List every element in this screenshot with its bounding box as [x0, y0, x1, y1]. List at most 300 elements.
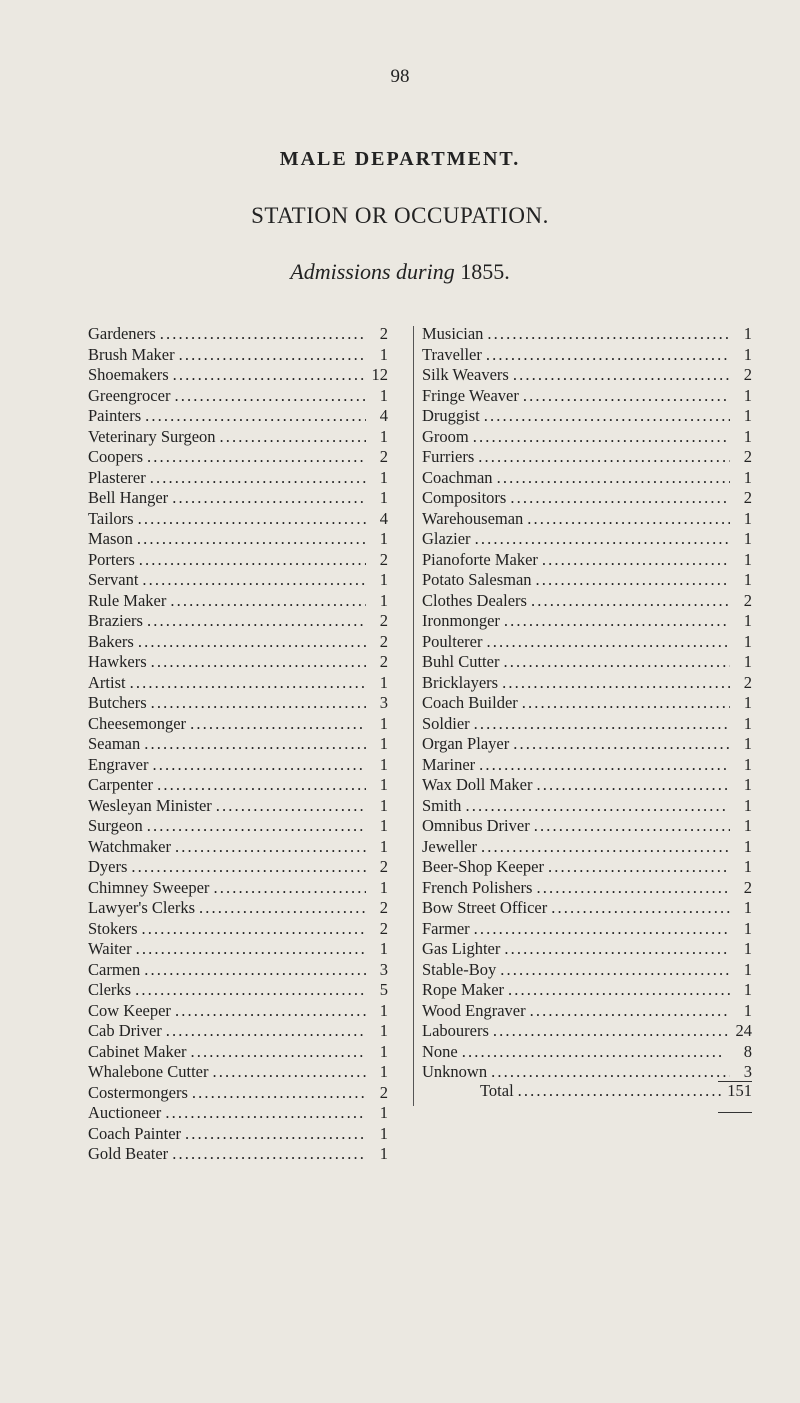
- page-number: 98: [390, 66, 410, 87]
- occupation-row: [422, 898, 752, 919]
- occupation-count: 2: [743, 672, 752, 692]
- occupation-count: 2: [379, 447, 388, 466]
- leader-dots: [147, 816, 366, 837]
- leader-dots: [491, 1062, 730, 1083]
- occupation-name: Dyers: [88, 857, 128, 876]
- occupation-row: [88, 1062, 388, 1083]
- occupation-count: 1: [743, 652, 752, 671]
- leader-dots: [536, 570, 730, 591]
- leader-dots: [513, 734, 730, 755]
- occupation-row: [422, 345, 752, 366]
- occupation-name: Gas Lighter: [422, 939, 501, 958]
- column-divider: [413, 326, 414, 1106]
- occupation-count: 8: [743, 1041, 752, 1061]
- occupation-name: Beer-Shop Keeper: [422, 857, 544, 876]
- occupation-name: Tailors: [88, 508, 134, 528]
- occupation-count: 2: [743, 488, 752, 507]
- occupation-count: 1: [379, 775, 388, 794]
- occupation-row: [422, 734, 752, 755]
- occupation-count: 2: [379, 918, 388, 938]
- occupation-name: Bell Hanger: [88, 488, 169, 507]
- occupation-name: Coach Builder: [422, 693, 518, 712]
- occupation-name: Surgeon: [88, 816, 143, 835]
- occupation-row: [88, 919, 388, 940]
- occupation-name: Artist: [88, 672, 126, 692]
- leader-dots: [462, 1042, 730, 1063]
- leader-dots: [486, 345, 730, 366]
- leader-dots: [147, 611, 366, 632]
- occupation-row: [88, 1021, 388, 1042]
- occupation-name: Chimney Sweeper: [88, 877, 210, 897]
- occupation-count: 1: [743, 529, 752, 548]
- leader-dots: [142, 570, 366, 591]
- leader-dots: [139, 550, 366, 571]
- leader-dots: [530, 1001, 730, 1022]
- occupation-row: [422, 693, 752, 714]
- occupation-row: [422, 550, 752, 571]
- occupation-count: 1: [743, 324, 752, 343]
- leader-dots: [503, 652, 730, 673]
- leader-dots: [144, 960, 366, 981]
- leader-dots: [160, 324, 366, 345]
- leader-dots: [527, 509, 730, 530]
- occupation-name: Brush Maker: [88, 344, 175, 364]
- occupation-name: Butchers: [88, 693, 147, 712]
- occupation-count: 1: [743, 508, 752, 528]
- occupation-row: [422, 857, 752, 878]
- occupation-name: Coopers: [88, 447, 143, 466]
- occupation-name: Bow Street Officer: [422, 898, 548, 917]
- occupation-count: 1: [379, 426, 388, 446]
- occupation-name: Fringe Weaver: [422, 385, 519, 405]
- leader-dots: [220, 427, 366, 448]
- occupation-name: Shoemakers: [88, 365, 169, 384]
- occupation-row: [422, 529, 752, 550]
- occupation-count: 1: [379, 1062, 388, 1081]
- occupation-count: 1: [743, 1000, 752, 1020]
- occupation-name: Bakers: [88, 631, 134, 651]
- occupation-row: [88, 796, 388, 817]
- occupation-count: 1: [379, 344, 388, 364]
- occupation-count: 1: [743, 795, 752, 815]
- leader-dots: [513, 365, 730, 386]
- occupation-count: 1: [379, 467, 388, 487]
- occupation-name: Furriers: [422, 447, 475, 466]
- occupation-row: [422, 775, 752, 796]
- occupation-row: [88, 632, 388, 653]
- occupation-count: 12: [371, 365, 388, 384]
- occupation-count: 1: [743, 816, 752, 835]
- occupation-row: [88, 447, 388, 468]
- occupation-name: Veterinary Surgeon: [88, 426, 216, 446]
- occupation-row: [88, 980, 388, 1001]
- occupation-name: Wax Doll Maker: [422, 775, 533, 794]
- occupation-count: 1: [379, 734, 388, 753]
- occupation-name: Ironmonger: [422, 611, 500, 630]
- leader-dots: [478, 447, 730, 468]
- occupation-name: Plasterer: [88, 467, 146, 487]
- occupation-count: 1: [379, 816, 388, 835]
- occupation-count: 1: [379, 1000, 388, 1020]
- occupation-name: Seaman: [88, 734, 141, 753]
- occupation-count: 1: [379, 713, 388, 733]
- occupation-count: 2: [743, 590, 752, 610]
- leader-dots: [213, 1062, 367, 1083]
- occupation-name: Groom: [422, 426, 469, 446]
- caption-italic: Admissions during: [290, 259, 455, 284]
- leader-dots: [151, 652, 366, 673]
- occupation-row: [422, 1042, 752, 1063]
- occupation-name: Clothes Dealers: [422, 590, 527, 610]
- occupation-row: [422, 488, 752, 509]
- occupation-row: [88, 693, 388, 714]
- occupation-row: [88, 898, 388, 919]
- occupation-name: Stable-Boy: [422, 959, 497, 979]
- leader-dots: [192, 1083, 366, 1104]
- occupation-count: 1: [743, 754, 752, 774]
- occupation-name: Carpenter: [88, 775, 154, 794]
- leader-dots: [502, 673, 730, 694]
- occupation-row: [88, 427, 388, 448]
- occupation-count: 1: [379, 1144, 388, 1163]
- leader-dots: [500, 960, 730, 981]
- occupation-name: Painters: [88, 406, 142, 425]
- occupation-count: 2: [379, 324, 388, 343]
- leader-dots: [173, 365, 366, 386]
- leader-dots: [144, 734, 366, 755]
- occupation-name: French Polishers: [422, 877, 533, 897]
- occupation-count: 1: [743, 980, 752, 999]
- occupation-name: Clerks: [88, 980, 132, 999]
- occupation-name: Buhl Cutter: [422, 652, 500, 671]
- leader-dots: [479, 755, 730, 776]
- occupation-row: [88, 714, 388, 735]
- occupation-row: [422, 673, 752, 694]
- occupation-row: [88, 673, 388, 694]
- leader-dots: [151, 693, 366, 714]
- leader-dots: [548, 857, 730, 878]
- occupation-row: [88, 1083, 388, 1104]
- occupation-row: [422, 591, 752, 612]
- leader-dots: [542, 550, 730, 571]
- leader-dots: [481, 837, 730, 858]
- total-value: 151: [727, 1081, 752, 1100]
- occupation-name: Porters: [88, 549, 135, 569]
- leader-dots: [150, 468, 366, 489]
- right-column: [422, 324, 752, 1083]
- occupation-row: [422, 939, 752, 960]
- occupation-count: 1: [743, 939, 752, 958]
- leader-dots: [166, 1021, 366, 1042]
- occupation-count: 1: [379, 488, 388, 507]
- occupation-count: 1: [743, 611, 752, 630]
- occupation-row: [422, 878, 752, 899]
- occupation-count: 1: [743, 426, 752, 446]
- occupation-name: Coach Painter: [88, 1123, 182, 1143]
- occupation-name: Poulterer: [422, 631, 483, 651]
- occupation-row: [422, 632, 752, 653]
- occupation-row: [88, 837, 388, 858]
- occupation-row: [422, 755, 752, 776]
- occupation-name: Wesleyan Minister: [88, 795, 212, 815]
- occupation-count: 2: [379, 857, 388, 876]
- occupation-row: [88, 324, 388, 345]
- occupation-count: 2: [379, 611, 388, 630]
- occupation-name: Servant: [88, 570, 139, 589]
- occupation-count: 1: [743, 857, 752, 876]
- leader-dots: [487, 324, 730, 345]
- occupation-count: 2: [379, 898, 388, 917]
- occupation-name: Gardeners: [88, 324, 156, 343]
- occupation-count: 2: [743, 365, 752, 384]
- leader-dots: [179, 345, 366, 366]
- occupation-name: Engraver: [88, 754, 149, 774]
- occupation-count: 2: [379, 1082, 388, 1102]
- leader-dots: [475, 529, 730, 550]
- occupation-row: [422, 1001, 752, 1022]
- occupation-row: [88, 960, 388, 981]
- leader-dots: [131, 857, 366, 878]
- occupation-row: [88, 1042, 388, 1063]
- occupation-count: 1: [379, 672, 388, 692]
- occupation-row: [422, 447, 752, 468]
- leader-dots: [172, 1144, 366, 1165]
- leader-dots: [165, 1103, 366, 1124]
- occupation-name: Rule Maker: [88, 590, 167, 610]
- occupation-row: [422, 406, 752, 427]
- occupation-name: Lawyer's Clerks: [88, 898, 195, 917]
- leader-dots: [522, 693, 730, 714]
- leader-dots: [474, 714, 730, 735]
- department-heading: MALE DEPARTMENT.: [279, 148, 521, 170]
- occupation-row: [422, 427, 752, 448]
- occupation-count: 1: [743, 693, 752, 712]
- occupation-count: 1: [379, 754, 388, 774]
- occupation-row: [88, 406, 388, 427]
- occupation-name: Traveller: [422, 344, 482, 364]
- leader-dots: [536, 775, 730, 796]
- occupation-name: Wood Engraver: [422, 1000, 526, 1020]
- leader-dots: [136, 939, 366, 960]
- occupation-row: [88, 365, 388, 386]
- total-row: [480, 1081, 752, 1102]
- occupation-name: Coachman: [422, 467, 493, 487]
- total-label: Total: [480, 1081, 514, 1100]
- occupation-name: Compositors: [422, 488, 507, 507]
- leader-dots: [216, 796, 366, 817]
- occupation-name: Whalebone Cutter: [88, 1062, 209, 1081]
- leader-dots: [135, 980, 366, 1001]
- leader-dots: [510, 488, 730, 509]
- occupation-count: 2: [379, 652, 388, 671]
- occupation-row: [422, 652, 752, 673]
- occupation-row: [88, 857, 388, 878]
- occupation-count: 4: [379, 406, 388, 425]
- occupation-count: 1: [743, 549, 752, 569]
- leader-dots: [142, 919, 367, 940]
- table-heading: STATION OR OCCUPATION.: [251, 203, 549, 228]
- occupation-count: 2: [379, 549, 388, 569]
- occupation-name: Warehouseman: [422, 508, 524, 528]
- occupation-name: Rope Maker: [422, 980, 505, 999]
- occupation-name: Cheesemonger: [88, 713, 187, 733]
- occupation-row: [422, 1062, 752, 1083]
- occupation-name: Organ Player: [422, 734, 510, 753]
- leader-dots: [493, 1021, 730, 1042]
- occupation-count: 3: [379, 959, 388, 979]
- occupation-name: Glazier: [422, 529, 471, 548]
- occupation-count: 5: [379, 980, 388, 999]
- leader-dots: [531, 591, 730, 612]
- leader-dots: [138, 509, 366, 530]
- occupation-row: [88, 591, 388, 612]
- occupation-name: Labourers: [422, 1021, 489, 1040]
- left-column: [88, 324, 388, 1165]
- occupation-name: Pianoforte Maker: [422, 549, 538, 569]
- occupation-row: [88, 939, 388, 960]
- occupation-count: 1: [379, 1123, 388, 1143]
- occupation-row: [422, 960, 752, 981]
- occupation-row: [422, 324, 752, 345]
- occupation-row: [422, 386, 752, 407]
- occupation-row: [422, 919, 752, 940]
- occupation-count: 4: [379, 508, 388, 528]
- leader-dots: [534, 816, 730, 837]
- occupation-name: Cabinet Maker: [88, 1041, 187, 1061]
- leader-dots: [130, 673, 366, 694]
- occupation-name: Auctioneer: [88, 1103, 162, 1122]
- leader-dots: [504, 939, 730, 960]
- occupation-row: [88, 652, 388, 673]
- occupation-name: Watchmaker: [88, 836, 171, 856]
- occupation-count: 1: [743, 898, 752, 917]
- occupation-count: 1: [379, 795, 388, 815]
- leader-dots: [508, 980, 730, 1001]
- occupation-count: 1: [379, 529, 388, 548]
- leader-dots: [137, 529, 366, 550]
- leader-dots: [185, 1124, 366, 1145]
- leader-dots: [523, 386, 730, 407]
- occupation-count: 1: [379, 590, 388, 610]
- occupation-count: 1: [743, 775, 752, 794]
- occupation-row: [422, 509, 752, 530]
- occupation-row: [88, 755, 388, 776]
- occupation-row: [88, 570, 388, 591]
- occupation-name: Soldier: [422, 713, 470, 733]
- occupation-name: Hawkers: [88, 652, 147, 671]
- occupation-row: [422, 796, 752, 817]
- occupation-count: 1: [379, 877, 388, 897]
- occupation-count: 3: [379, 693, 388, 712]
- leader-dots: [484, 406, 730, 427]
- occupation-name: Jeweller: [422, 836, 477, 856]
- occupation-name: Cab Driver: [88, 1021, 162, 1040]
- occupation-row: [88, 1124, 388, 1145]
- leader-dots: [497, 468, 730, 489]
- occupation-name: Costermongers: [88, 1082, 188, 1102]
- occupation-row: [88, 1144, 388, 1165]
- leader-dots: [465, 796, 730, 817]
- occupation-name: Greengrocer: [88, 385, 171, 405]
- occupation-name: Unknown: [422, 1062, 488, 1081]
- occupation-name: Musician: [422, 324, 484, 343]
- occupation-name: Farmer: [422, 918, 470, 938]
- leader-dots: [147, 447, 366, 468]
- leader-dots: [152, 755, 366, 776]
- leader-dots: [486, 632, 730, 653]
- occupation-name: Potato Salesman: [422, 570, 532, 589]
- leader-dots: [175, 837, 366, 858]
- occupation-row: [88, 386, 388, 407]
- occupation-count: 2: [379, 631, 388, 651]
- occupation-row: [422, 714, 752, 735]
- occupation-row: [88, 488, 388, 509]
- occupation-name: Cow Keeper: [88, 1000, 171, 1020]
- occupation-row: [88, 345, 388, 366]
- occupation-name: Bricklayers: [422, 672, 499, 692]
- occupation-row: [88, 529, 388, 550]
- occupation-count: 1: [379, 1103, 388, 1122]
- occupation-count: 1: [743, 713, 752, 733]
- occupation-row: [422, 837, 752, 858]
- occupation-name: Omnibus Driver: [422, 816, 530, 835]
- occupation-row: [422, 570, 752, 591]
- leader-dots: [473, 427, 730, 448]
- occupation-name: None: [422, 1041, 458, 1061]
- leader-dots: [145, 406, 366, 427]
- occupation-row: [88, 611, 388, 632]
- occupation-row: [422, 980, 752, 1001]
- leader-dots: [518, 1081, 724, 1102]
- leader-dots: [199, 898, 366, 919]
- occupation-name: Gold Beater: [88, 1144, 169, 1163]
- occupation-name: Waiter: [88, 939, 132, 958]
- leader-dots: [190, 714, 366, 735]
- occupation-row: [88, 775, 388, 796]
- leader-dots: [474, 919, 730, 940]
- leader-dots: [504, 611, 730, 632]
- occupation-row: [88, 1103, 388, 1124]
- occupation-row: [88, 468, 388, 489]
- leader-dots: [175, 1001, 366, 1022]
- total-rule-bottom: [718, 1112, 752, 1113]
- occupation-count: 1: [379, 570, 388, 589]
- occupation-count: 1: [379, 939, 388, 958]
- leader-dots: [551, 898, 730, 919]
- occupation-count: 2: [743, 877, 752, 897]
- occupation-name: Mariner: [422, 754, 476, 774]
- occupation-name: Mason: [88, 529, 133, 548]
- occupation-row: [422, 365, 752, 386]
- occupation-count: 1: [743, 406, 752, 425]
- occupation-count: 1: [743, 959, 752, 979]
- occupation-name: Silk Weavers: [422, 365, 509, 384]
- occupation-count: 1: [379, 1021, 388, 1040]
- occupation-row: [88, 816, 388, 837]
- occupation-name: Smith: [422, 795, 462, 815]
- occupation-row: [422, 611, 752, 632]
- occupation-count: 1: [379, 385, 388, 405]
- occupation-row: [88, 509, 388, 530]
- leader-dots: [138, 632, 366, 653]
- occupation-name: Stokers: [88, 918, 138, 938]
- occupation-row: [88, 1001, 388, 1022]
- occupation-name: Carmen: [88, 959, 141, 979]
- table-caption: [0, 259, 800, 285]
- occupation-row: [88, 878, 388, 899]
- occupation-row: [88, 550, 388, 571]
- caption-year: 1855.: [460, 259, 510, 284]
